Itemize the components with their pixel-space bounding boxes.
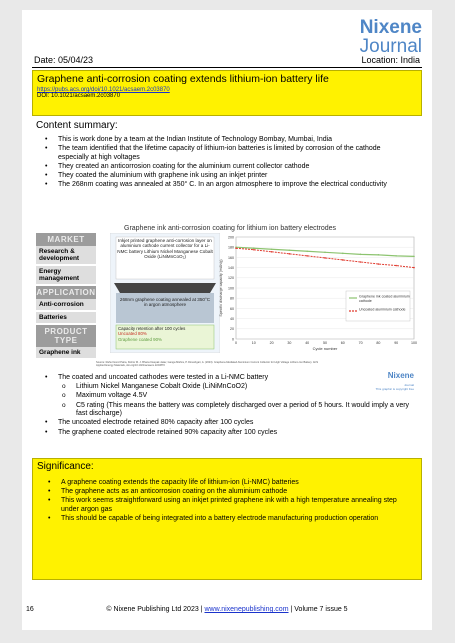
list-item: • This is work done by a team at the Indian Institute of Technology Bombay, Mumbai, India — [58, 136, 410, 145]
significance-heading: Significance: — [37, 461, 94, 472]
coating-diagram — [110, 233, 220, 353]
data-point — [395, 265, 397, 267]
data-point — [235, 247, 237, 249]
list-item: • The graphene acts as an anticorrosion coating on the aluminium cathode — [61, 488, 407, 497]
data-point — [360, 254, 362, 256]
infographic-figure — [36, 225, 418, 395]
data-point — [289, 253, 291, 255]
list-item: • The graphene coated electrode retained 90% capacity after 100 cycles — [58, 429, 410, 438]
summary-heading: Content summary: — [36, 120, 118, 131]
data-point — [289, 249, 291, 251]
mini-copyright: This graphic is copyright free — [375, 387, 414, 391]
journal-page — [22, 10, 432, 630]
summary-list — [58, 136, 410, 191]
footer-url-link[interactable]: www.nixenepublishing.com — [204, 606, 289, 613]
list-item: • The team identified that the lifetime capacity of lithium-ion batteries is limited by corrosion of the cathode especially at high voltages — [58, 145, 410, 162]
data-point — [360, 261, 362, 263]
diagram-top-text: Inkjet printed graphene anti-corrosion layer on aluminium cathode current collector for a Li-NMC battery Lithium Nickel Manganese Cobalt Oxide (LiNiMnCoO₂) — [117, 238, 213, 260]
sub-list-item: o C5 rating (This means the battery was completely discharged over a period of 5 hours. It would imply a very fast discharge) — [76, 402, 410, 419]
y-tick-label: 160 — [228, 255, 234, 260]
y-tick-label: 180 — [228, 245, 234, 250]
data-point — [378, 254, 380, 256]
diagram-mid-text: 268nm graphene coating annealed at 350°C in argon atmosphere — [119, 297, 211, 308]
significance-list — [61, 479, 407, 524]
y-tick-label: 120 — [228, 276, 234, 281]
data-point — [271, 251, 273, 253]
retention-title: Capacity retention after 100 cycles — [118, 326, 186, 331]
x-tick-label: 0 — [235, 341, 237, 345]
data-point — [324, 257, 326, 259]
footer-separator: | — [200, 606, 203, 613]
x-tick-label: 80 — [376, 341, 381, 345]
x-tick-label: 40 — [305, 341, 310, 345]
y-axis-label: Specific discharge capacity (mAh/g) — [219, 259, 223, 317]
retention-coated: Graphene coated 90% — [118, 336, 162, 342]
x-tick-label: 60 — [340, 341, 345, 345]
side-panel — [36, 233, 96, 360]
footer-copyright: © Nixene Publishing Ltd 2023 — [106, 606, 199, 613]
mini-logo-text: Nixene — [387, 371, 414, 380]
article-doi: DOI: 10.1021/acsaem.2c03870 — [37, 93, 121, 99]
market-item: Energy management — [36, 266, 96, 286]
title-box — [32, 70, 422, 116]
application-item: Anti-corrosion — [36, 299, 96, 312]
sub-list-item: o Maximum voltage 4.5V — [76, 392, 410, 401]
x-tick-label: 50 — [323, 341, 327, 345]
legend-label: Uncoated aluminium cathode — [359, 307, 406, 312]
data-point — [271, 248, 273, 250]
page-number: 16 — [26, 606, 34, 613]
x-axis-label: Cycle number — [312, 346, 338, 351]
y-tick-label: 140 — [228, 266, 234, 270]
list-item: • A graphene coating extends the capacity life of lithium-ion (Li-NMC) batteries — [61, 479, 407, 488]
legend-label: cathode — [359, 299, 372, 303]
data-point — [395, 255, 397, 257]
footer-volume: Volume 7 issue 5 — [294, 606, 348, 613]
product-header: PRODUCT TYPE — [36, 325, 96, 347]
x-tick-label: 70 — [358, 341, 363, 345]
data-point — [413, 256, 415, 258]
list-item: • The 268nm coating was annealed at 350° C. In an argon atmosphere to improve the electrical conductivity — [58, 181, 410, 190]
y-tick-label: 200 — [228, 235, 234, 240]
y-tick-label: 20 — [230, 327, 234, 332]
list-item: • The uncoated electrode retained 80% capacity after 100 cycles — [58, 419, 410, 428]
market-item: Research & development — [36, 246, 96, 266]
article-title: Graphene anti-corrosion coating extends lithium-ion battery life — [37, 73, 329, 85]
data-point — [253, 249, 255, 251]
y-tick-label: 40 — [230, 317, 234, 321]
logo-bold-text: Nixene — [359, 17, 422, 38]
x-tick-label: 20 — [269, 341, 274, 345]
figure-source: Source: Rahul Gond Patra, Kishor M. J. Bhanu Deepak Jatav, Ganga Mishra, P. Dineshgari, A. (2023). Graphene-Mediated Aluminium Current Collector for High Voltage Lithium-Ion Battery. ACS Applied Energy Materials, doi.org/10.1021/acsaem.2c03870 — [96, 361, 319, 368]
list-item: • The coated and uncoated cathodes were tested in a Li-NMC battery — [58, 374, 410, 383]
sub-list-item: o Lithium Nickel Manganese Cobalt Oxide (LiNiMnCoO2) — [76, 383, 410, 392]
y-tick-label: 0 — [232, 337, 234, 342]
legend-label: Graphene ink coated aluminium — [359, 294, 410, 299]
list-item: • They coated the aluminium with graphene ink using an inkjet printer — [58, 172, 410, 181]
data-point — [378, 263, 380, 265]
application-item: Batteries — [36, 312, 96, 325]
data-point — [413, 267, 415, 269]
product-item: Graphene ink — [36, 347, 96, 360]
x-tick-label: 30 — [287, 341, 292, 345]
list-item: • This should be capable of being integrated into a battery electrode manufacturing production operation — [61, 515, 407, 524]
list-item: • They created an anticorrosion coating for the aluminium current collector cathode — [58, 163, 410, 172]
data-point — [253, 247, 255, 249]
data-point — [306, 255, 308, 257]
y-tick-label: 80 — [230, 296, 234, 301]
article-location: Location: India — [361, 55, 420, 65]
data-point — [342, 259, 344, 261]
graphene-layer — [114, 283, 216, 293]
y-tick-label: 100 — [228, 286, 234, 291]
logo-light-text: Journal — [359, 36, 422, 57]
retention-uncoated: Uncoated 80% — [118, 331, 147, 337]
x-tick-label: 90 — [394, 341, 399, 345]
article-date: Date: 05/04/23 — [34, 55, 94, 65]
page-footer — [22, 606, 432, 613]
meta-row — [32, 54, 422, 68]
capacity-chart — [214, 231, 418, 359]
article-link[interactable]: https://pubs.acs.org/doi/10.1021/acsaem.2c03870 — [37, 87, 170, 93]
figure-title: Graphene ink anti-corrosion coating for lithium ion battery electrodes — [124, 225, 337, 232]
market-header: MARKET — [36, 233, 96, 246]
nixene-journal-logo — [360, 18, 422, 56]
application-header: APPLICATION — [36, 288, 96, 297]
data-point — [306, 250, 308, 252]
significance-box — [32, 458, 422, 580]
points-list — [58, 374, 410, 438]
x-tick-label: 10 — [251, 341, 256, 345]
data-point — [342, 253, 344, 255]
data-point — [324, 252, 326, 254]
footer-separator: | — [290, 606, 293, 613]
mini-logo-sub: Journal — [404, 383, 414, 387]
x-tick-label: 100 — [411, 341, 417, 345]
y-tick-label: 60 — [230, 306, 234, 311]
list-item: • This work seems straightforward using an inkjet printed graphene ink with a high temperature annealing step under argon gas — [61, 497, 407, 514]
